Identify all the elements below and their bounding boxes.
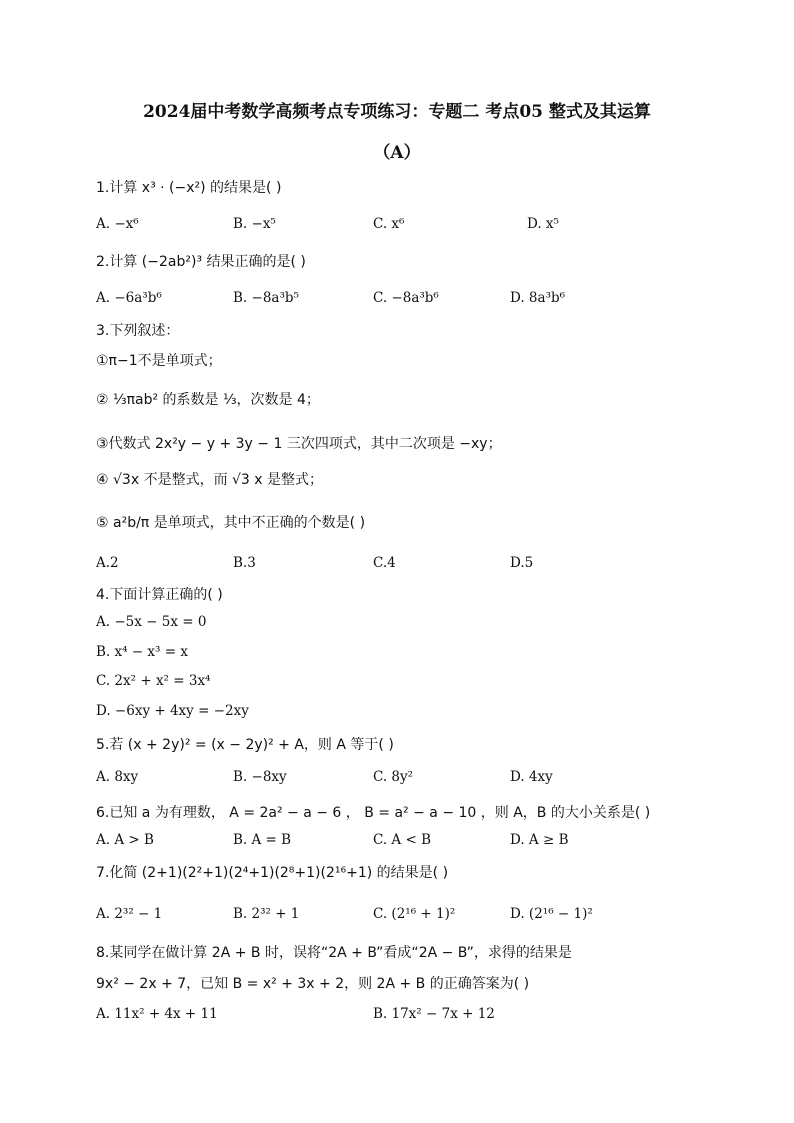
question-3-stem: 3.下列叙述： (96, 323, 180, 339)
question-7-stem: 7.化简 (2+1)(2²+1)(2⁴+1)(2⁸+1)(2¹⁶+1) 的结果是( ) (96, 865, 449, 881)
question-8-stem-line-1: 8.某同学在做计算 2A + B 时，误将“2A + B”看成“2A − B”，求得的结果是 (96, 945, 572, 961)
question-4-option-d: D. −6xy + 4xy = −2xy (96, 703, 249, 719)
question-7-option-c: C. (2¹⁶ + 1)² (373, 906, 456, 922)
question-4-option-c: C. 2x² + x² = 3x⁴ (96, 673, 211, 689)
question-7-option-b: B. 2³² + 1 (233, 906, 300, 922)
question-3-option-c: C.4 (373, 555, 396, 571)
document-subtitle: （A） (373, 143, 421, 163)
question-1-option-d: D. x⁵ (527, 216, 559, 232)
question-3-option-d: D.5 (510, 555, 534, 571)
question-5-option-b: B. −8xy (233, 769, 287, 785)
question-2-option-d: D. 8a³b⁶ (510, 290, 566, 306)
question-2-stem: 2.计算 (−2ab²)³ 结果正确的是( ) (96, 254, 306, 270)
question-1-stem: 1.计算 x³ · (−x²) 的结果是( ) (96, 180, 282, 196)
question-1-option-b: B. −x⁵ (233, 216, 276, 232)
question-8-stem-line-2: 9x² − 2x + 7，已知 B = x² + 3x + 2，则 2A + B 的正确答案为( ) (96, 976, 530, 992)
question-8-option-b: B. 17x² − 7x + 12 (373, 1006, 495, 1022)
question-2-option-c: C. −8a³b⁶ (373, 290, 439, 306)
question-3-item-4: ④ √3x 不是整式，而 √3 x 是整式； (96, 472, 324, 488)
question-3-item-1: ①π−1不是单项式； (96, 353, 222, 369)
question-5-option-c: C. 8y² (373, 769, 414, 785)
question-2-option-b: B. −8a³b⁵ (233, 290, 299, 306)
question-6-stem: 6.已知 a 为有理数， A = 2a² − a − 6 ， B = a² − a − 10 ，则 A，B 的大小关系是( ) (96, 805, 651, 821)
question-1-option-c: C. x⁶ (373, 216, 405, 232)
question-6-option-d: D. A ≥ B (510, 832, 569, 848)
question-8-option-a: A. 11x² + 4x + 11 (96, 1006, 218, 1022)
question-4-option-a: A. −5x − 5x = 0 (96, 614, 207, 630)
question-5-stem: 5.若 (x + 2y)² = (x − 2y)² + A，则 A 等于( ) (96, 737, 394, 753)
question-7-option-d: D. (2¹⁶ − 1)² (510, 906, 593, 922)
question-3-option-b: B.3 (233, 555, 256, 571)
question-3-item-5: ⑤ a²b/π 是单项式，其中不正确的个数是( ) (96, 515, 366, 531)
question-3-item-3: ③代数式 2x²y − y + 3y − 1 三次四项式，其中二次项是 −xy； (96, 436, 502, 452)
question-5-option-d: D. 4xy (510, 769, 553, 785)
question-6-option-c: C. A < B (373, 832, 431, 848)
question-7-option-a: A. 2³² − 1 (96, 906, 163, 922)
question-6-option-b: B. A = B (233, 832, 292, 848)
document-title: 2024届中考数学高频考点专项练习：专题二 考点05 整式及其运算 (143, 102, 651, 122)
question-6-option-a: A. A > B (96, 832, 154, 848)
question-5-option-a: A. 8xy (96, 769, 139, 785)
question-2-option-a: A. −6a³b⁶ (96, 290, 162, 306)
question-4-option-b: B. x⁴ − x³ = x (96, 644, 188, 660)
question-1-option-a: A. −x⁶ (96, 216, 139, 232)
question-3-option-a: A.2 (96, 555, 119, 571)
question-3-item-2: ② ⅓πab² 的系数是 ⅓，次数是 4； (96, 392, 320, 408)
question-4-stem: 4.下面计算正确的( ) (96, 587, 223, 603)
